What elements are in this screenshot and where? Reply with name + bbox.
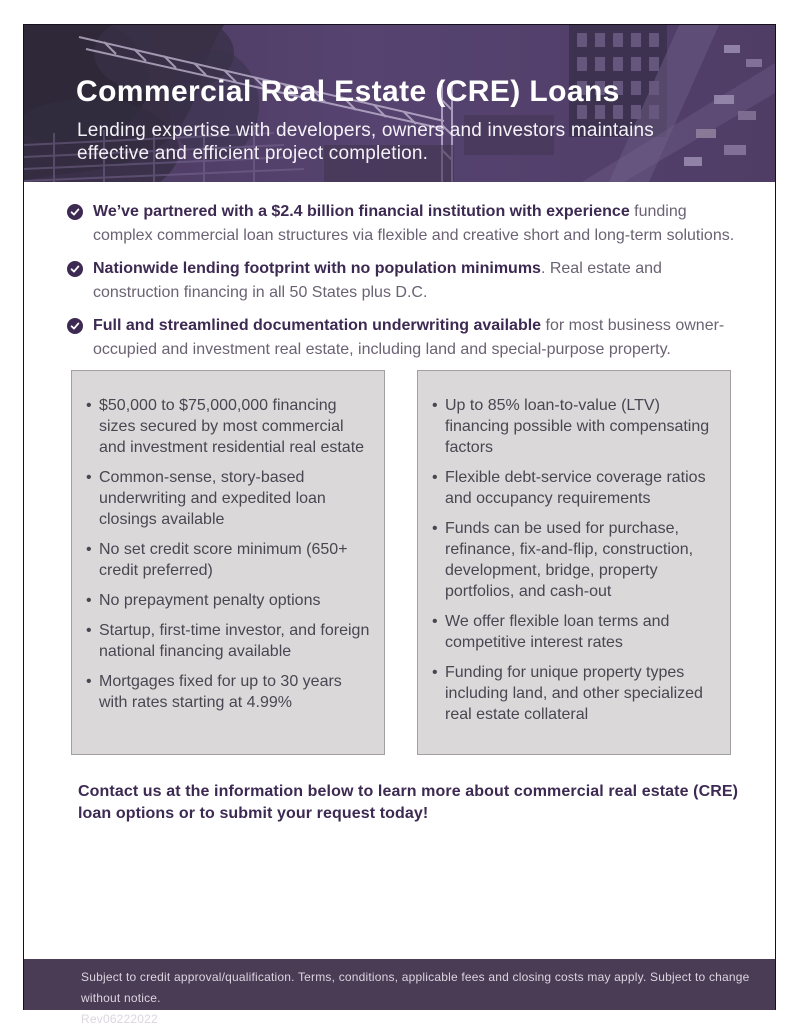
feature-boxes (71, 370, 732, 755)
page-subtitle: Lending expertise with developers, owners and investors maintains effective and efficient project completion. (77, 120, 654, 164)
footer-disclaimer: Subject to credit approval/qualification. Terms, conditions, applicable fees and closing costs may apply. Subject to change without notice. (81, 970, 750, 1005)
list-item: • $50,000 to $75,000,000 financing sizes secured by most commercial and investment residential real estate (86, 395, 370, 458)
list-item: • Funds can be used for purchase, refinance, fix-and-flip, construction, development, bridge, property portfolios, and cash-out (432, 518, 716, 602)
highlight-bold: Full and streamlined documentation underwriting available (93, 317, 542, 334)
highlight-bold: We’ve partnered with a $2.4 billion financial institution with experience (93, 203, 630, 220)
highlight-rest: funding complex commercial loan structures via flexible and creative short and long-term solutions. (93, 203, 735, 244)
list-item: • No prepayment penalty options (86, 590, 370, 611)
list-item: • Common-sense, story-based underwriting and expedited loan closings available (86, 467, 370, 530)
highlight-item (67, 314, 745, 362)
highlight-text (93, 314, 745, 362)
check-circle-icon (67, 204, 83, 220)
highlight-item (67, 257, 745, 305)
highlights-section (67, 200, 745, 371)
document-frame (23, 24, 776, 1026)
list-item: • Funding for unique property types including land, and other specialized real estate collateral (432, 662, 716, 725)
highlight-text (93, 257, 745, 305)
list-item: • We offer flexible loan terms and competitive interest rates (432, 611, 716, 653)
footer-bar (24, 959, 775, 1026)
right-feature-box (417, 370, 731, 755)
contact-callout: Contact us at the information below to learn more about commercial real estate (CRE) loan options or to submit your request today! (78, 783, 739, 822)
hero-header (24, 25, 775, 182)
highlight-rest: for most business owner-occupied and investment real estate, including land and special-purpose property. (93, 317, 725, 358)
footer-revision: Rev06222022 (81, 1012, 158, 1026)
page-title: Commercial Real Estate (CRE) Loans (76, 75, 620, 108)
highlight-text (93, 200, 745, 248)
highlight-rest: . Real estate and construction financing in all 50 States plus D.C. (93, 260, 662, 301)
list-item: • Mortgages fixed for up to 30 years with rates starting at 4.99% (86, 671, 370, 713)
check-circle-icon (67, 318, 83, 334)
right-feature-list (418, 371, 730, 725)
list-item: • Flexible debt-service coverage ratios and occupancy requirements (432, 467, 716, 509)
list-item: • No set credit score minimum (650+ credit preferred) (86, 539, 370, 581)
list-item: • Up to 85% loan-to-value (LTV) financing possible with compensating factors (432, 395, 716, 458)
left-feature-list (72, 371, 384, 713)
highlight-bold: Nationwide lending footprint with no population minimums (93, 260, 541, 277)
check-circle-icon (67, 261, 83, 277)
list-item: • Startup, first-time investor, and foreign national financing available (86, 620, 370, 662)
highlight-item (67, 200, 745, 248)
left-feature-box (71, 370, 385, 755)
